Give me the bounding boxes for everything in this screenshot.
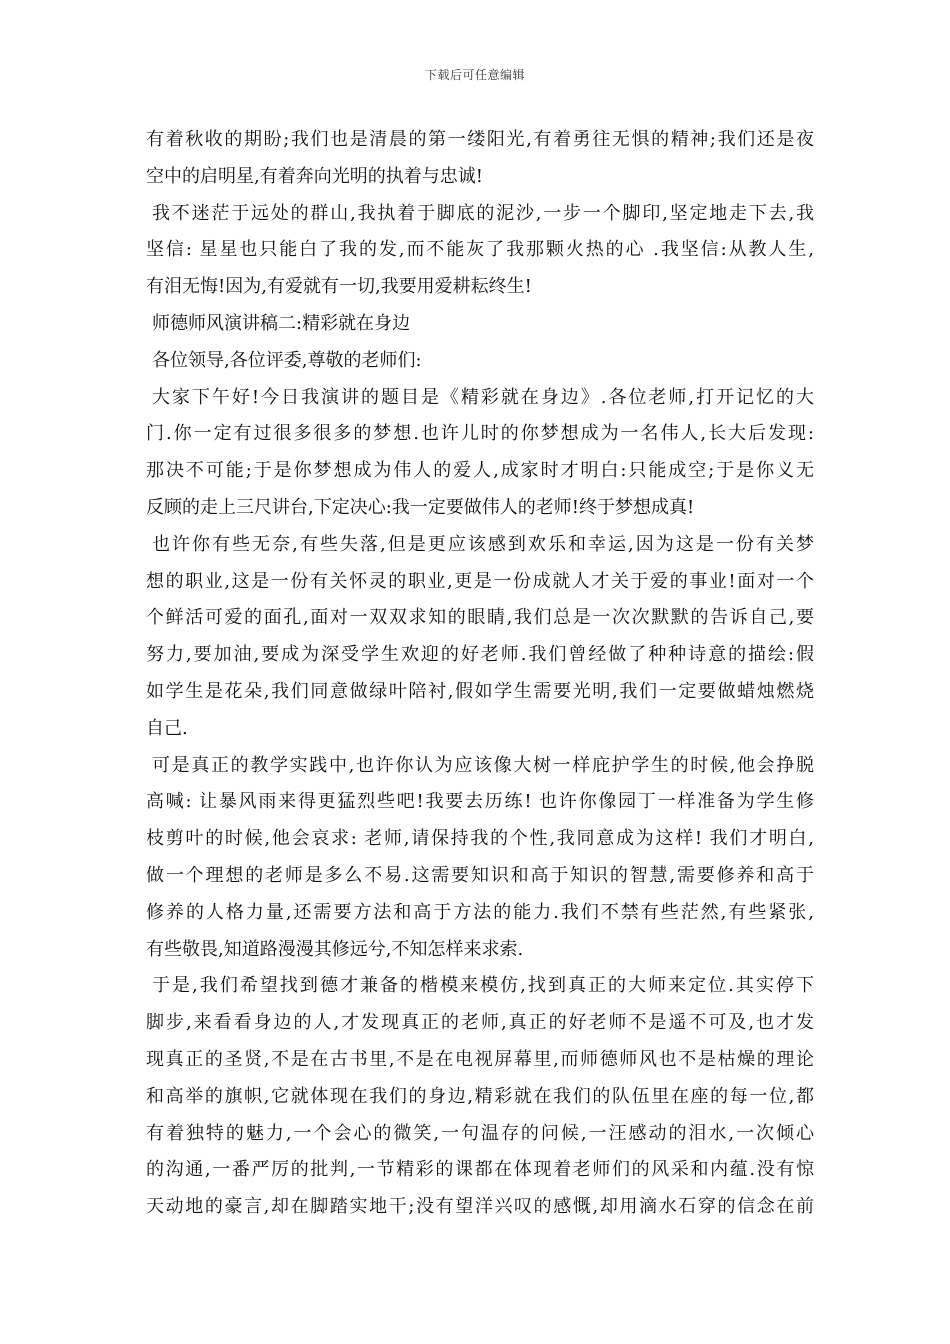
text-line: 想的职业,这是一份有关怀灵的职业,更是一份成就人才关于爱的事业!面对一个 bbox=[146, 570, 814, 592]
text-line: 和高举的旗帜,它就体现在我们的身边,精彩就在我们的队伍里在座的每一位,都 bbox=[146, 1085, 814, 1107]
text-line: 努力,要加油,要成为深受学生欢迎的好老师.我们曾经做了种种诗意的描绘:假 bbox=[146, 644, 814, 666]
text-line: 反顾的走上三尺讲台,下定决心:我一定要做伟人的老师!终于梦想成真! bbox=[146, 496, 695, 518]
text-line: 枝剪叶的时候,他会哀求: 老师,请保持我的个性,我同意成为这样! 我们才明白, bbox=[146, 828, 814, 850]
text-line: 脚步,来看看身边的人,才发现真正的老师,真正的好老师不是遥不可及,也才发 bbox=[146, 1012, 814, 1034]
text-line: 有着独特的魅力,一个会心的微笑,一句温存的问候,一汪感动的泪水,一次倾心 bbox=[146, 1122, 814, 1144]
text-line: 坚信: 星星也只能白了我的发,而不能灰了我那颗火热的心 .我坚信:从教人生, bbox=[146, 239, 814, 261]
text-line: 有些敬畏,知道路漫漫其修远兮,不知怎样来求索. bbox=[146, 938, 524, 960]
text-line: 那决不可能;于是你梦想成为伟人的爱人,成家时才明白:只能成空;于是你义无 bbox=[146, 460, 814, 482]
text-line: 师德师风演讲稿二:精彩就在身边 bbox=[152, 312, 411, 334]
text-line: 现真正的圣贤,不是在古书里,不是在电视屏幕里,而师德师风也不是枯燥的理论 bbox=[146, 1048, 814, 1070]
text-line: 有泪无悔!因为,有爱就有一切,我要用爱耕耘终生! bbox=[146, 276, 532, 298]
text-line: 各位领导,各位评委,尊敬的老师们: bbox=[152, 349, 422, 371]
text-line: 也许你有些无奈,有些失落,但是更应该感到欢乐和幸运,因为这是一份有关梦 bbox=[152, 533, 814, 555]
text-line: 门.你一定有过很多很多的梦想.也许儿时的你梦想成为一名伟人,长大后发现: bbox=[146, 423, 814, 445]
text-line: 有着秋收的期盼;我们也是清晨的第一缕阳光,有着勇往无惧的精神;我们还是夜 bbox=[146, 129, 814, 150]
text-line: 自己. bbox=[146, 717, 188, 739]
text-line: 高喊: 让暴风雨来得更猛烈些吧!我要去历练! 也许你像园丁一样准备为学生修 bbox=[146, 791, 814, 813]
text-line: 可是真正的教学实践中,也许你认为应该像大树一样庇护学生的时候,他会挣脱 bbox=[152, 754, 814, 776]
text-line: 的沟通,一番严厉的批判,一节精彩的课都在体现着老师们的风采和内蕴.没有惊 bbox=[146, 1159, 814, 1181]
text-line: 大家下午好!今日我演讲的题目是《精彩就在身边》.各位老师,打开记忆的大 bbox=[152, 386, 814, 408]
text-line: 个鲜活可爱的面孔,面对一双双求知的眼睛,我们总是一次次默默的告诉自己,要 bbox=[146, 607, 814, 629]
text-line: 我不迷茫于远处的群山,我执着于脚底的泥沙,一步一个脚印,坚定地走下去,我 bbox=[152, 202, 814, 224]
page-header: 下载后可任意编辑 bbox=[424, 68, 525, 82]
document-body bbox=[146, 122, 814, 1226]
text-line: 天动地的豪言,却在脚踏实地干;没有望洋兴叹的感慨,却用滴水石穿的信念在前 bbox=[146, 1196, 814, 1218]
text-line: 于是,我们希望找到德才兼备的楷模来模仿,找到真正的大师来定位.其实停下 bbox=[152, 975, 814, 997]
text-line: 如学生是花朵,我们同意做绿叶陪衬,假如学生需要光明,我们一定要做蜡烛燃烧 bbox=[146, 680, 814, 702]
text-line: 做一个理想的老师是多么不易.这需要知识和高于知识的智慧,需要修养和高于 bbox=[146, 864, 814, 886]
text-line: 空中的启明星,有着奔向光明的执着与忠诚! bbox=[146, 165, 483, 187]
text-line: 修养的人格力量,还需要方法和高于方法的能力.我们不禁有些茫然,有些紧张, bbox=[146, 901, 814, 923]
